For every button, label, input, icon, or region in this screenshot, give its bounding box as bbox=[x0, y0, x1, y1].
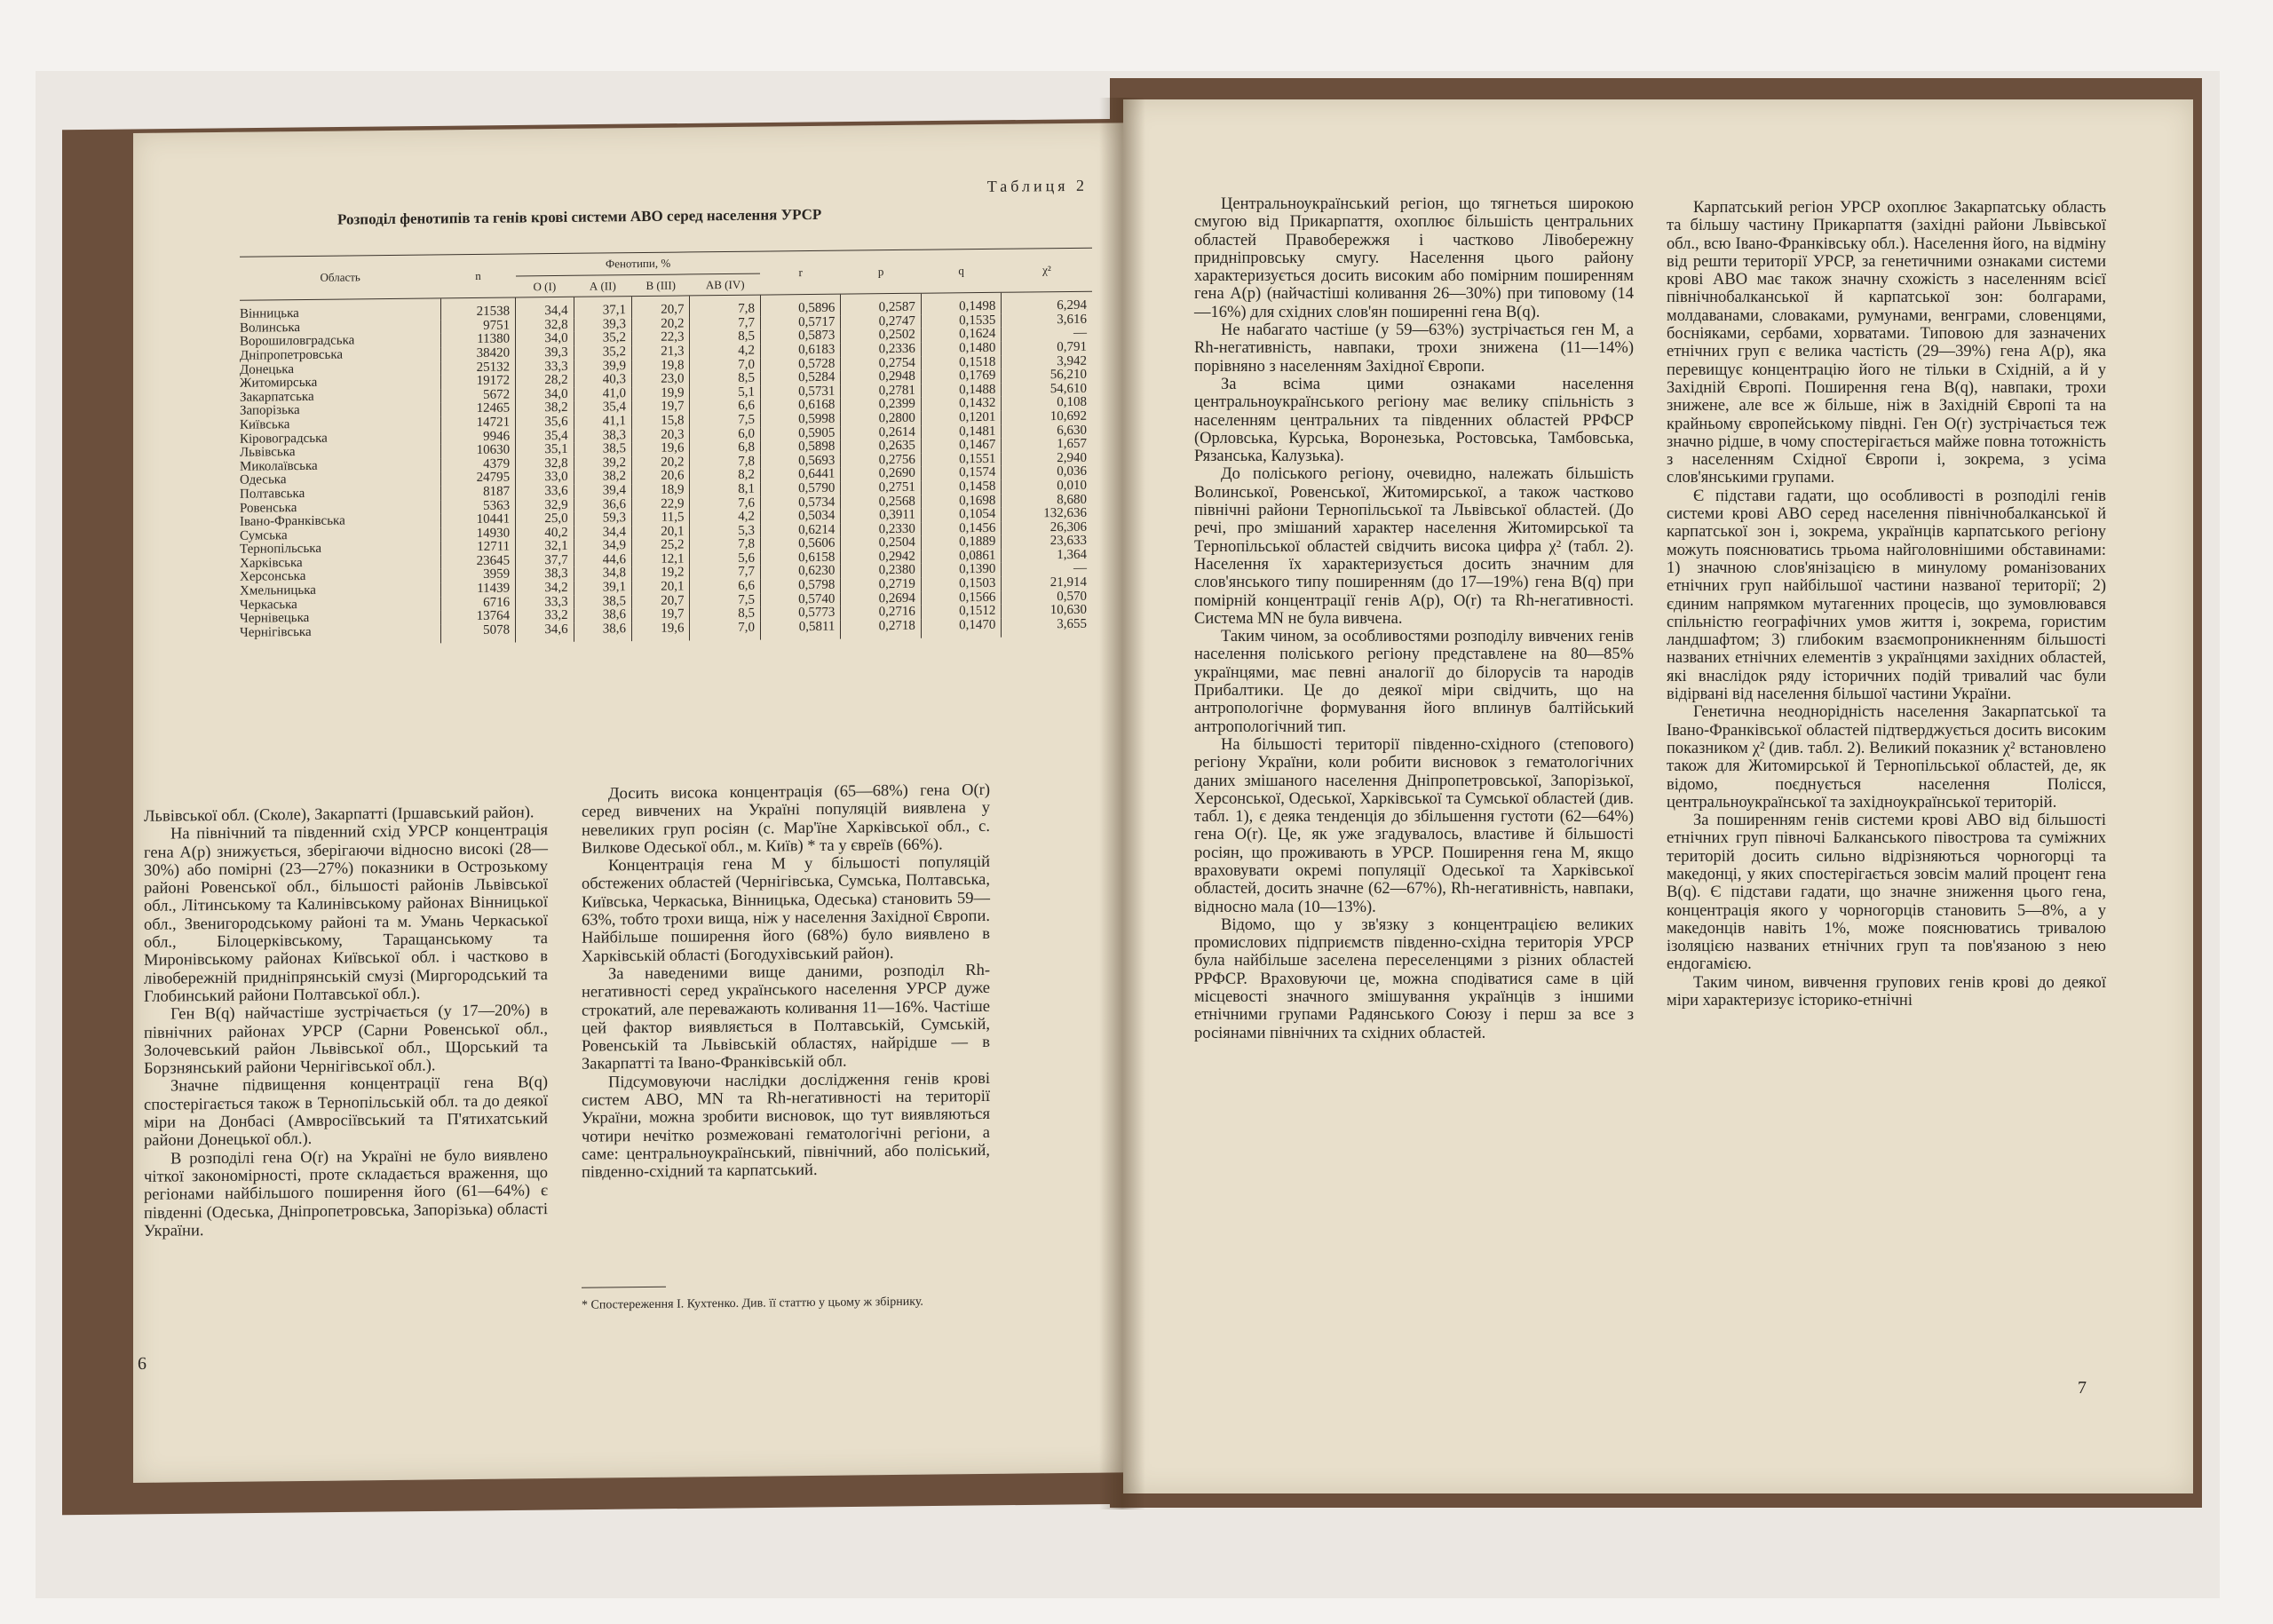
cell-o: 39,3 bbox=[516, 346, 574, 360]
left-page bbox=[133, 123, 1123, 1483]
cell-ab: 7,6 bbox=[690, 496, 761, 511]
cell-region: Чернівецька bbox=[240, 611, 310, 626]
cell-b: 20,3 bbox=[632, 428, 690, 442]
cell-n: 12465 bbox=[440, 402, 515, 416]
cell-n: 5078 bbox=[440, 623, 515, 643]
cell-n: 12711 bbox=[440, 541, 515, 555]
cell-b: 25,2 bbox=[632, 539, 690, 553]
cell-n: 5672 bbox=[440, 388, 515, 402]
cell-p: 0,2718 bbox=[841, 620, 921, 640]
cell-q: 0,1456 bbox=[921, 521, 1001, 536]
cell-chi: 6,294 bbox=[1002, 291, 1092, 313]
right-text-column-1 bbox=[1194, 195, 1634, 1042]
cell-region: Донецька bbox=[240, 361, 295, 377]
cell-region: Житомирська bbox=[240, 375, 318, 391]
cell-o: 38,2 bbox=[516, 401, 574, 416]
cell-q: 0,1624 bbox=[921, 328, 1001, 343]
cell-region: Запорізька bbox=[240, 403, 300, 419]
cell-a: 41,0 bbox=[574, 387, 631, 401]
cell-o: 34,0 bbox=[516, 332, 574, 346]
cell-p: 0,2781 bbox=[841, 384, 921, 399]
cell-q: 0,1390 bbox=[921, 563, 1001, 578]
cell-chi: 6,630 bbox=[1002, 424, 1092, 439]
header-phenotypes: Фенотипи, % bbox=[516, 251, 761, 275]
cell-n: 13764 bbox=[440, 610, 515, 624]
cell-q: 0,1488 bbox=[921, 384, 1001, 399]
cell-chi: 132,636 bbox=[1002, 507, 1092, 522]
cell-region: Івано-Франківська bbox=[240, 513, 345, 529]
cell-r: 0,5773 bbox=[760, 606, 840, 622]
cell-o: 33,3 bbox=[516, 360, 574, 374]
cell-ab: 7,7 bbox=[690, 316, 761, 330]
cell-q: 0,1432 bbox=[921, 397, 1001, 412]
cell-b: 19,2 bbox=[632, 566, 690, 581]
cell-p: 0,2756 bbox=[841, 453, 921, 468]
cell-o: 35,1 bbox=[516, 443, 574, 457]
cell-a: 44,6 bbox=[574, 553, 631, 567]
cell-o: 38,3 bbox=[516, 567, 574, 582]
cell-chi: 54,610 bbox=[1002, 382, 1092, 397]
cell-ab: 7,5 bbox=[690, 414, 761, 428]
cell-q: 0,1889 bbox=[921, 535, 1001, 551]
cell-region: Дніпропетровська bbox=[240, 347, 344, 363]
paragraph: Центральноукраїнський регіон, що тягнеться широкою смугою від Прикарпаття, охоплює більшість центральних областей Правобережжя і частково Лівобережну придніпровську смугу. Населення цього району характеризується досить високим або помірним поширенням гена А(р) (найчастіші коливання 26—30%) при типовому (14—16%) для східних слов'ян поширенні гена В(q). bbox=[1194, 195, 1634, 321]
cell-a: 39,2 bbox=[574, 456, 631, 471]
cell-n: 23645 bbox=[440, 554, 515, 568]
cell-a: 40,3 bbox=[574, 373, 631, 387]
cell-r: 0,5905 bbox=[760, 426, 840, 441]
cell-n: 10630 bbox=[440, 444, 515, 458]
cell-r: 0,6168 bbox=[760, 399, 840, 414]
book-gutter bbox=[1099, 98, 1145, 1509]
cell-region: Кіровоградська bbox=[240, 431, 328, 447]
cell-r: 0,6183 bbox=[760, 344, 840, 359]
cell-r: 0,5896 bbox=[760, 294, 840, 316]
cell-chi: 0,108 bbox=[1002, 396, 1092, 411]
cell-n: 4379 bbox=[440, 457, 515, 471]
cell-a: 59,3 bbox=[574, 511, 631, 526]
cell-q: 0,1512 bbox=[921, 605, 1001, 620]
cell-ab: 6,6 bbox=[690, 400, 761, 414]
cell-n: 10441 bbox=[440, 513, 515, 527]
paragraph: Таким чином, вивчення групових генів крові до деякої міри характеризує історико-етнічні bbox=[1667, 973, 2106, 1010]
cell-chi: 3,616 bbox=[1002, 313, 1092, 328]
paragraph: Підсумовуючи наслідки дослідження генів крові систем АВО, MN та Rh-негативності на території України, можна зробити висновок, що тут виявляються чотири нечітко розмежовані гематологічні регіони, а саме: центральноукраїнський, північний, або поліський, південно-східний та карпатський. bbox=[582, 1069, 990, 1182]
cell-o: 33,0 bbox=[516, 471, 574, 485]
paragraph: Значне підвищення концентрації гена В(q) спостерігається також в Тернопільській обл. та до деякої міри на Донбасі (Амвросіївський та П'ятихатський райони Донецької обл.). bbox=[144, 1073, 548, 1151]
cell-n: 3959 bbox=[440, 568, 515, 582]
cell-region: Ровенська bbox=[240, 500, 297, 516]
cell-chi: 10,630 bbox=[1002, 604, 1092, 619]
cell-o: 34,6 bbox=[516, 623, 574, 643]
cell-ab: 8,1 bbox=[690, 483, 761, 497]
cell-b: 21,3 bbox=[632, 345, 690, 359]
cell-b: 18,9 bbox=[632, 483, 690, 497]
cell-p: 0,2747 bbox=[841, 314, 921, 329]
cell-a: 34,8 bbox=[574, 567, 631, 582]
cell-region: Закарпатська bbox=[240, 389, 314, 405]
cell-region: Миколаївська bbox=[240, 458, 318, 474]
cell-chi: 1,364 bbox=[1002, 549, 1092, 564]
cell-n: 24795 bbox=[440, 471, 515, 486]
cell-a: 39,9 bbox=[574, 360, 631, 374]
cell-a: 38,6 bbox=[574, 622, 631, 642]
cell-chi: 23,633 bbox=[1002, 535, 1092, 550]
cell-b: 19,6 bbox=[632, 622, 690, 641]
paragraph: Львівської обл. (Сколе), Закарпатті (Іршавський район). bbox=[144, 804, 535, 826]
cell-chi: 26,306 bbox=[1002, 520, 1092, 535]
cell-r: 0,6158 bbox=[760, 551, 840, 566]
cell-region: Херсонська bbox=[240, 569, 306, 585]
page-number-left: 6 bbox=[138, 1353, 147, 1374]
cell-a: 34,4 bbox=[574, 526, 631, 540]
paragraph: До поліського регіону, очевидно, належать більшість Волинської, Ровенської, Житомирської, а також частково північні райони Тернопільської та Львівської областей. (До речі, про змішаний характер населення Житомирської та Тернопільської областей свідчить висока цифра χ² (табл. 2). Населення їх характеризується досить значним для слов'янського типу поширенням (до 17—19%) гена В(q) при помірній концентрації генів А(р), О(r) та Rh-негативності. Система MN не була вивчена. bbox=[1194, 465, 1634, 628]
cell-b: 20,7 bbox=[632, 296, 690, 318]
cell-o: 33,3 bbox=[516, 595, 574, 609]
header-b: В (ІІІ) bbox=[632, 274, 690, 297]
cell-o: 32,8 bbox=[516, 319, 574, 333]
cell-a: 39,4 bbox=[574, 484, 631, 498]
cell-ab: 8,5 bbox=[690, 372, 761, 386]
cell-o: 37,7 bbox=[516, 554, 574, 568]
cell-p: 0,2336 bbox=[841, 343, 921, 358]
paragraph: На північний та південний схід УРСР концентрація гена А(р) знижується, зберігаючи відносно високі (28—30%) або помірні (23—27%) показники в Острозькому районі Ровенської обл., більшості районів Львівської обл., Літинському та Калинівському районах Вінницької обл., Звенигородському районі та м. Умань Черкаської обл., Білоцерківському, Таращанському та Миронівському районах Київської обл. і частково в лівобережній придніпрянській смузі (Миргородський та Глобинський райони Полтавської обл.). bbox=[144, 821, 548, 1006]
cell-b: 12,1 bbox=[632, 552, 690, 566]
cell-q: 0,1467 bbox=[921, 439, 1001, 454]
header-region: Область bbox=[240, 255, 440, 301]
cell-b: 11,5 bbox=[632, 511, 690, 526]
cell-n: 14930 bbox=[440, 527, 515, 541]
cell-region: Одеська bbox=[240, 472, 287, 488]
cell-n: 19172 bbox=[440, 375, 515, 389]
cell-b: 22,3 bbox=[632, 331, 690, 345]
table-number: Таблиця 2 bbox=[986, 176, 1088, 195]
cell-b: 15,8 bbox=[632, 414, 690, 428]
cell-chi: 3,942 bbox=[1002, 354, 1092, 369]
cell-o: 28,2 bbox=[516, 374, 574, 388]
cell-b: 20,1 bbox=[632, 525, 690, 539]
cell-n: 11439 bbox=[440, 582, 515, 597]
cell-a: 35,2 bbox=[574, 331, 631, 345]
cell-o: 35,4 bbox=[516, 429, 574, 443]
cell-ab: 8,2 bbox=[690, 469, 761, 483]
cell-ab: 5,3 bbox=[690, 524, 761, 538]
cell-ab: 5,1 bbox=[690, 385, 761, 400]
header-o: О (І) bbox=[516, 275, 574, 297]
cell-b: 22,9 bbox=[632, 497, 690, 511]
table-title: Розподіл фенотипів та генів крові системи АВО серед населення УРСР bbox=[337, 205, 822, 228]
cell-ab: 5,6 bbox=[690, 551, 761, 566]
cell-q: 0,1535 bbox=[921, 314, 1001, 329]
cell-q: 0,1574 bbox=[921, 466, 1001, 481]
cell-p: 0,2942 bbox=[841, 551, 921, 566]
paragraph: Ген В(q) найчастіше зустрічається (у 17—20%) в північних районах УРСР (Сарни Ровенської обл., Золочевський район Львівської обл., Щорський та Борзнянський райони Чернігівської обл.). bbox=[144, 1002, 548, 1079]
right-text-column-2 bbox=[1667, 199, 2106, 1010]
paragraph: Є підстави гадати, що особливості в розподілі генів системи крові АВО серед населення північнобалканської й карпатської зон і, зокрема, українців карпатського регіону можуть пояснюватись трьома найголовнішими обставинами: 1) значною слов'янізацією в минулому романізованих етнічних груп найбільшої частини названої території; 2) єдиним напрямком мутагенних процесів, що зумовлювався спільністю географічних умов життя і, зокрема, гористим ландшафтом; 3) глибоким взаємопроникненням більшості названих етнічних елементів з українцями західних областей, які внаслідок ряду історичних подій тривалий час були відірвані від населення більшої частини України. bbox=[1667, 487, 2106, 704]
cell-a: 38,2 bbox=[574, 470, 631, 484]
cell-a: 37,1 bbox=[574, 297, 631, 319]
cell-n: 9751 bbox=[440, 319, 515, 333]
abo-distribution-table bbox=[240, 248, 1092, 646]
cell-q: 0,1503 bbox=[921, 577, 1001, 592]
cell-p: 0,2800 bbox=[841, 412, 921, 427]
cell-n: 8187 bbox=[440, 485, 515, 499]
cell-r: 0,5811 bbox=[760, 620, 840, 640]
cell-r: 0,5284 bbox=[760, 371, 840, 386]
cell-p: 0,2694 bbox=[841, 591, 921, 606]
cell-a: 39,3 bbox=[574, 318, 631, 332]
cell-region: Полтавська bbox=[240, 486, 305, 502]
cell-a: 34,9 bbox=[574, 539, 631, 553]
cell-n: 5363 bbox=[440, 499, 515, 513]
cell-p: 0,2330 bbox=[841, 522, 921, 537]
cell-n: 38420 bbox=[440, 346, 515, 360]
cell-region: Хмельницька bbox=[240, 582, 316, 598]
cell-r: 0,5873 bbox=[760, 329, 840, 345]
cell-a: 41,1 bbox=[574, 415, 631, 429]
cell-r: 0,5034 bbox=[760, 510, 840, 525]
cell-o: 25,0 bbox=[516, 512, 574, 527]
cell-r: 0,5728 bbox=[760, 357, 840, 372]
cell-a: 38,5 bbox=[574, 595, 631, 609]
cell-p: 0,2587 bbox=[841, 293, 921, 315]
cell-q: 0,1551 bbox=[921, 452, 1001, 467]
cell-n: 11380 bbox=[440, 333, 515, 347]
cell-chi: 1,657 bbox=[1002, 438, 1092, 453]
cell-region: Київська bbox=[240, 417, 290, 432]
paragraph: За поширенням генів системи крові АВО від більшості етнічних груп півночі Балканського півострова та суміжних територій досить сильно відрізняються чорногорці та македонці, у яких спостерігається зовсім малий процент гена В(q). Є підстави гадати, що значне зниження цього гена, концентрація якого у чорногорців становить 5—8%, а у македонців навіть 1%, може пояснюватись тривалою ізоляцією названих етнічних груп та пов'язаною з нею ендогамією. bbox=[1667, 812, 2106, 974]
cell-o: 32,8 bbox=[516, 457, 574, 471]
cell-r: 0,5998 bbox=[760, 413, 840, 428]
cell-p: 0,2568 bbox=[841, 495, 921, 510]
cell-a: 38,6 bbox=[574, 608, 631, 622]
cell-chi: 0,570 bbox=[1002, 590, 1092, 605]
cell-chi: 0,791 bbox=[1002, 341, 1092, 356]
cell-n: 9946 bbox=[440, 430, 515, 444]
cell-ab: 4,2 bbox=[690, 511, 761, 525]
cell-chi: 21,914 bbox=[1002, 576, 1092, 591]
cell-chi: 10,692 bbox=[1002, 410, 1092, 425]
cell-ab: 7,8 bbox=[690, 295, 761, 317]
paragraph: Карпатський регіон УРСР охоплює Закарпатську область та більшу частину Прикарпаття (західні райони Львівської обл., всю Івано-Франківську обл.). Населення його, на відміну від решти території УРСР, за генетичними ознаками системи крові АВО має також значну схожість з населенням всієї північнобалканської й карпатської зон: болгарами, молдаванами, словаками, румунами, венграми, словенцями, боснiяками, сербами, хорватами. Типовою для зазначених етнічних груп є велика частість (29—39%) гена А(р), яка перевищує концентрацію його не тільки в Східній, а й у Західній Європі. Поширення гена В(q), навпаки, трохи знижене, але все ж більше, ніж в Західній Європі та на крайньому європейському півдні. Ген О(r) зустрічається теж значно рідше, в чому спостерігається майже повна тотожність з населенням Східної Європи і, зокрема, з усіма слов'янськими групами. bbox=[1667, 199, 2106, 487]
cell-chi: 0,010 bbox=[1002, 479, 1092, 495]
cell-b: 19,6 bbox=[632, 442, 690, 456]
cell-p: 0,2502 bbox=[841, 329, 921, 344]
cell-q: 0,1698 bbox=[921, 494, 1001, 509]
cell-region: Волинська bbox=[240, 320, 301, 336]
cell-p: 0,2380 bbox=[841, 564, 921, 579]
cell-a: 38,5 bbox=[574, 442, 631, 456]
table-body bbox=[240, 291, 1092, 646]
cell-region: Ворошиловградська bbox=[240, 333, 355, 350]
cell-chi: 8,680 bbox=[1002, 493, 1092, 508]
page-number-right: 7 bbox=[2078, 1378, 2087, 1398]
cell-q: 0,1769 bbox=[921, 369, 1001, 384]
cell-b: 19,9 bbox=[632, 386, 690, 400]
cell-region: Чернігівська bbox=[240, 624, 312, 640]
cell-ab: 7,7 bbox=[690, 566, 761, 580]
cell-a: 38,3 bbox=[574, 429, 631, 443]
cell-a: 35,4 bbox=[574, 400, 631, 415]
cell-q: 0,1480 bbox=[921, 342, 1001, 357]
left-text-column-1 bbox=[144, 804, 548, 1240]
cell-r: 0,5790 bbox=[760, 482, 840, 497]
cell-o: 35,6 bbox=[516, 416, 574, 430]
cell-o: 32,1 bbox=[516, 540, 574, 554]
paragraph: Таким чином, за особливостями розподілу вивчених генів населення поліського регіону представлене на 80—85% українцями, має певні аналогії до білорусів та народів Прибалтики. Це до деякої міри свідчить, що на антропологічне формування його вплинув балтійський антропологічний тип. bbox=[1194, 628, 1634, 736]
cell-ab: 7,0 bbox=[690, 621, 761, 640]
cell-o: 34,0 bbox=[516, 388, 574, 402]
paragraph: За наведеними вище даними, розподіл Rh-негативності серед українського населення УРСР дуже строкатий, але переважають коливання 11—16%. Частіше цей фактор виявляється в Полтавській, Сумській, Ровенській та Львівській областях, найрідше — в Закарпатті та Івано-Франківській обл. bbox=[582, 961, 990, 1074]
cell-q: 0,1566 bbox=[921, 590, 1001, 606]
cell-b: 19,7 bbox=[632, 608, 690, 622]
header-q: q bbox=[921, 249, 1001, 293]
right-page bbox=[1123, 99, 2193, 1493]
cell-b: 23,0 bbox=[632, 373, 690, 387]
paragraph: Відомо, що у зв'язку з концентрацією великих промислових підприємств південно-східна територія УРСР була найбільше заселена переселенцями з різних областей РРФСР. Враховуючи це, можна сподіватися саме в цій місцевості значного змішування українців з іншими етнічними групами Радянського Союзу і перш за все з росіянами північних та східних областей. bbox=[1194, 915, 1634, 1042]
cell-n: 6716 bbox=[440, 596, 515, 610]
paragraph: В розподілі гена О(r) на Україні не було виявлено чіткої закономірності, проте складається враження, що регіонами найбільшого поширення його (61—64%) є південні (Одеська, Дніпропетровська, Запорізька) області України. bbox=[144, 1145, 548, 1240]
cell-r: 0,6441 bbox=[760, 468, 840, 483]
cell-p: 0,2948 bbox=[841, 370, 921, 385]
cell-p: 0,2614 bbox=[841, 425, 921, 440]
cell-chi: 3,655 bbox=[1002, 618, 1092, 638]
cell-b: 20,2 bbox=[632, 456, 690, 470]
cell-b: 20,2 bbox=[632, 317, 690, 331]
cell-region: Харківська bbox=[240, 555, 303, 571]
cell-r: 0,6230 bbox=[760, 565, 840, 580]
cell-r: 0,5717 bbox=[760, 315, 840, 330]
cell-ab: 7,5 bbox=[690, 593, 761, 607]
cell-region: Львівська bbox=[240, 445, 296, 460]
cell-r: 0,5740 bbox=[760, 592, 840, 607]
cell-q: 0,1458 bbox=[921, 480, 1001, 495]
cell-n: 21538 bbox=[440, 297, 515, 320]
cell-r: 0,5734 bbox=[760, 495, 840, 511]
cell-r: 0,5798 bbox=[760, 579, 840, 594]
cell-a: 35,2 bbox=[574, 345, 631, 360]
cell-q: 0,1518 bbox=[921, 355, 1001, 370]
left-text-column-2 bbox=[582, 781, 990, 1182]
header-a: А (ІІ) bbox=[574, 274, 631, 297]
cell-region: Вінницька bbox=[240, 306, 299, 321]
cell-n: 14721 bbox=[440, 416, 515, 430]
cell-q: 0,1498 bbox=[921, 292, 1001, 314]
cell-chi: 2,940 bbox=[1002, 451, 1092, 466]
cell-r: 0,5693 bbox=[760, 454, 840, 469]
paragraph: За всіма цими ознаками населення центральноукраїнського регіону має велику спільність з населенням центральних та південних областей РРФСР (Орловська, Курська, Воронезька, Ростовська, Тамбовська, Рязанська, Калузька). bbox=[1194, 375, 1634, 466]
paragraph: Не набагато частіше (у 59—63%) зустрічається ген М, а Rh-негативність, навпаки, трохи знижена (11—14%) порівняно з населенням Західної Європи. bbox=[1194, 321, 1634, 376]
cell-chi: — bbox=[1002, 327, 1092, 342]
header-p: p bbox=[841, 250, 921, 294]
cell-r: 0,5898 bbox=[760, 440, 840, 456]
cell-o: 34,2 bbox=[516, 582, 574, 596]
cell-chi: 0,036 bbox=[1002, 465, 1092, 480]
cell-o: 33,2 bbox=[516, 609, 574, 623]
header-ab: АВ (ІV) bbox=[690, 273, 761, 296]
cell-p: 0,2504 bbox=[841, 536, 921, 551]
cell-chi: 56,210 bbox=[1002, 368, 1092, 384]
cell-b: 20,7 bbox=[632, 594, 690, 608]
cell-p: 0,2751 bbox=[841, 481, 921, 496]
cell-b: 19,8 bbox=[632, 359, 690, 373]
cell-ab: 8,5 bbox=[690, 330, 761, 345]
cell-ab: 7,8 bbox=[690, 538, 761, 552]
cell-ab: 4,2 bbox=[690, 345, 761, 359]
cell-p: 0,2635 bbox=[841, 440, 921, 455]
cell-o: 33,6 bbox=[516, 485, 574, 499]
cell-region: Тернопільська bbox=[240, 542, 322, 558]
cell-region: Черкаська bbox=[240, 597, 297, 613]
cell-q: 0,1201 bbox=[921, 411, 1001, 426]
paragraph: Досить висока концентрація (65—68%) гена О(r) серед вивчених на Україні популяцій виявлена у невеликих груп росіян (с. Мар'їне Харківської обл., с. Вилкове Одеської обл., м. Київ) * та у євреїв (66%). bbox=[582, 780, 990, 858]
cell-o: 32,9 bbox=[516, 498, 574, 512]
cell-ab: 6,8 bbox=[690, 441, 761, 456]
cell-ab: 7,8 bbox=[690, 455, 761, 469]
cell-a: 36,6 bbox=[574, 498, 631, 512]
cell-q: 0,0861 bbox=[921, 550, 1001, 565]
cell-r: 0,6214 bbox=[760, 523, 840, 538]
cell-o: 40,2 bbox=[516, 526, 574, 540]
cell-a: 39,1 bbox=[574, 581, 631, 595]
cell-b: 20,1 bbox=[632, 580, 690, 594]
cell-p: 0,2716 bbox=[841, 606, 921, 621]
cell-q: 0,1054 bbox=[921, 508, 1001, 523]
cell-r: 0,5606 bbox=[760, 537, 840, 552]
cell-p: 0,2719 bbox=[841, 578, 921, 593]
cell-o: 34,4 bbox=[516, 297, 574, 319]
cell-p: 0,2399 bbox=[841, 398, 921, 413]
header-r: r bbox=[760, 250, 840, 295]
paragraph: На більшості території південно-східного (степового) регіону України, коли робити висновок з гематологічних даних змішаного населення Дніпропетровської, Запорізької, Херсонської, Одеської, Харківської та Сумської областей (див. табл. 1), є деяка тенденція до збільшення густоти (62—64%) гена О(r). Це, як уже згадувалось, властиве й більшості росіян, що проживають в УРСР. Поширення гена М, якщо враховувати окремі популяції Одеської та Харківської областей, досить значне (62—67%), Rh-негативність, навпаки, відносно мала (10—13%). bbox=[1194, 735, 1634, 916]
cell-b: 19,7 bbox=[632, 400, 690, 415]
footnote-rule bbox=[582, 1287, 666, 1288]
cell-q: 0,1481 bbox=[921, 424, 1001, 440]
cell-ab: 6,0 bbox=[690, 427, 761, 441]
cell-chi: — bbox=[1002, 562, 1092, 577]
cell-p: 0,2754 bbox=[841, 356, 921, 371]
header-chi: χ² bbox=[1002, 248, 1092, 292]
cell-n: 25132 bbox=[440, 360, 515, 375]
cell-b: 20,6 bbox=[632, 470, 690, 484]
header-n: n bbox=[440, 254, 515, 298]
cell-r: 0,5731 bbox=[760, 384, 840, 400]
cell-ab: 6,6 bbox=[690, 580, 761, 594]
cell-p: 0,3911 bbox=[841, 509, 921, 524]
footnote: * Спостереження І. Кухтенко. Див. її статтю у цьому ж збірнику. bbox=[582, 1295, 923, 1312]
cell-p: 0,2690 bbox=[841, 467, 921, 482]
cell-region: Сумська bbox=[240, 527, 288, 543]
cell-ab: 8,5 bbox=[690, 607, 761, 622]
cell-ab: 7,0 bbox=[690, 358, 761, 372]
paragraph: Концентрація гена М у більшості популяцій обстежених областей (Чернігівська, Сумська, Полтавська, Київська, Черкаська, Вінницька, Одеська) становить 59—63%, тобто трохи вища, ніж у населення Західної Європи. Найбільше поширення його (68%) було виявлено в Харківській області (Богодухівський район). bbox=[582, 853, 990, 966]
cell-q: 0,1470 bbox=[921, 619, 1001, 639]
paragraph: Генетична неоднорідність населення Закарпатської та Івано-Франківської областей підтверджується досить високим показником χ² (див. табл. 2). Великий показник χ² встановлено також для Житомирської й Тернопільської областей, де, як відомо, поєднується населення Полісся, центральноукраїнської та західноукраїнської територій. bbox=[1667, 703, 2106, 812]
